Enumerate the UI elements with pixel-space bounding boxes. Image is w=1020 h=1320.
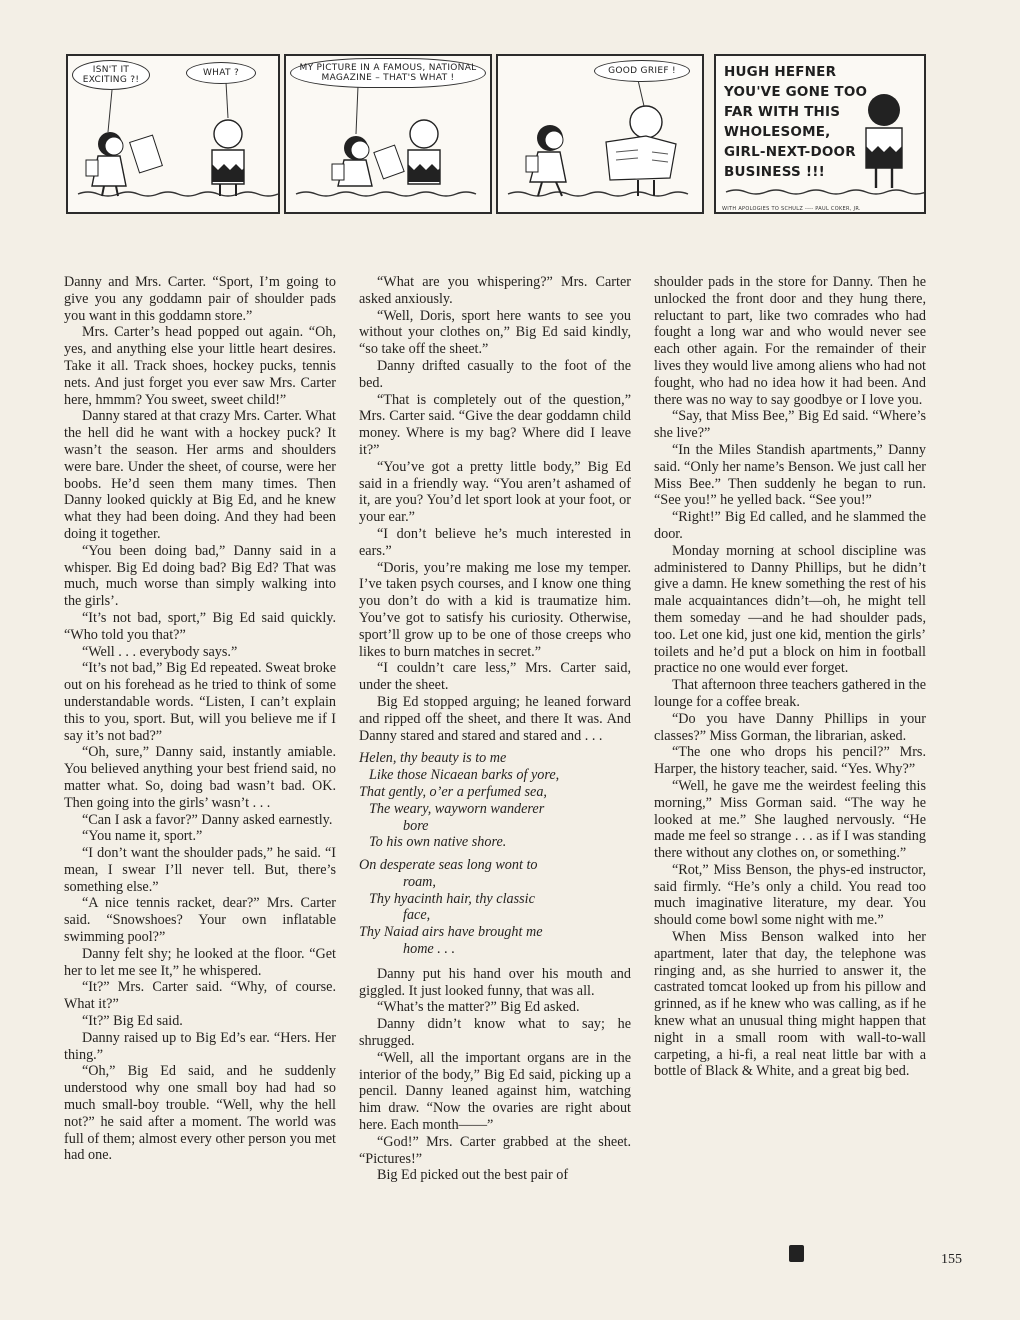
paragraph: “I couldn’t care less,” Mrs. Carter said, under the sheet. <box>359 660 631 694</box>
poem-line: To his own native shore. <box>369 834 507 851</box>
poem-stanza-2 <box>359 857 631 958</box>
paragraph: “The one who drops his pencil?” Mrs. Harper, the history teacher, said. “Yes. Why?” <box>654 744 926 778</box>
paragraph: shoulder pads in the store for Danny. Then he unlocked the front door and they hung there, reluctant to part, like two comrades who had fought a long war and who would never see each other again. For the remainder of their lives they would live among aliens who had not fought, who had no idea how it had been. And there was no way to say goodbye or I love you. <box>654 274 926 408</box>
poem-line: Like those Nicaean barks of yore, <box>369 767 560 784</box>
poem-line: That gently, o’er a perfumed sea, <box>359 783 547 800</box>
text-column-3 <box>654 274 926 1080</box>
speech-bubble-boy: WHAT ? <box>186 62 256 84</box>
comic-panel-1 <box>66 54 280 214</box>
comic-strip <box>66 54 978 216</box>
paragraph: Danny felt shy; he looked at the floor. “Get her to let me see It,” he whispered. <box>64 945 336 979</box>
paragraph: When Miss Benson walked into her apartment, later that day, the telephone was ringing and, as she hurried to answer it, the castrated tomcat looked up from his pillow and grinned, as if he knew who was calling, as if he knew what an unusual thing might happen that night in a small room with wall-to-wall carpeting, a hi-fi, a real neat little bar with a bottle of Black & White, and a great big bed. <box>654 929 926 1080</box>
poem-line: Helen, thy beauty is to me <box>359 750 507 767</box>
paragraph: That afternoon three teachers gathered in the lounge for a coffee break. <box>654 677 926 710</box>
paragraph: “Say, that Miss Bee,” Big Ed said. “Where’s she live?” <box>654 408 926 442</box>
poem-line: home . . . <box>403 941 456 958</box>
poem-line: Thy Naiad airs have brought me <box>359 924 543 941</box>
paragraph: “It’s not bad, sport,” Big Ed said quickly. “Who told you that?” <box>64 609 336 643</box>
speech-bubble-boy: GOOD GRIEF ! <box>594 60 690 82</box>
paragraph: “Oh, sure,” Danny said, instantly amiable. You believed anything your best friend said, no matter what. So, doing bad wasn’t bad. OK. Then going into the girls’ wasn’t . . . <box>64 744 336 811</box>
paragraph: “You’ve got a pretty little body,” Big Ed said in a friendly way. “You aren’t ashamed of it, are you? You’d let sport look at your foot, or your ear.” <box>359 458 631 526</box>
paragraph: “You been doing bad,” Danny said in a whisper. Big Ed doing bad? Big Ed? That was much, much worse than simply walking into the girls’. <box>64 542 336 610</box>
paragraph: “Well, all the important organs are in the interior of the body,” Big Ed said, picking up a pencil. Danny leaned against him, watching him draw. “Now the ovaries are right about here. Each month——” <box>359 1049 631 1134</box>
paragraph: “It?” Mrs. Carter said. “Why, of course. What it?” <box>64 979 336 1013</box>
paragraph: Danny and Mrs. Carter. “Sport, I’m going to give you any goddamn pair of shoulder pads you want in this goddamn store.” <box>64 274 336 324</box>
poem-stanza-1 <box>359 750 631 851</box>
paragraph: Danny drifted casually to the foot of the bed. <box>359 357 631 391</box>
paragraph: Big Ed picked out the best pair of <box>377 1167 569 1184</box>
playboy-bunny-icon <box>789 1245 804 1262</box>
paragraph: “Do you have Danny Phillips in your classes?” Miss Gorman, the librarian, asked. <box>654 710 926 744</box>
paragraph: Danny stared at that crazy Mrs. Carter. What the hell did he want with a hockey puck? It wasn’t the season. Her arms and shoulders were bare. Under the sheet, of course, were her boobs. He’d seen them many times. Then Danny looked quickly at Big Ed, and he knew what they had been doing. And they had been doing it together. <box>64 408 336 542</box>
paragraph: Mrs. Carter’s head popped out again. “Oh, yes, and anything else your little heart desires. Take it all. Track shoes, hockey pucks, tennis nets. And just forget you ever saw Mrs. Carter here, hmmm? You sweet, sweet child!” <box>64 324 336 408</box>
paragraph: “I don’t believe he’s much interested in ears.” <box>359 525 631 559</box>
poem-line: The weary, wayworn wanderer <box>369 800 545 817</box>
paragraph: “God!” Mrs. Carter grabbed at the sheet. “Pictures!” <box>359 1133 631 1167</box>
paragraph: “I don’t want the shoulder pads,” he said. “I mean, I swear I’ll never tell. But, there’s something else.” <box>64 845 336 895</box>
page-number: 155 <box>941 1252 962 1267</box>
paragraph: “That is completely out of the question,” Mrs. Carter said. “Give the dear goddamn child money. Where is my bag? Where did I leave it?” <box>359 391 631 458</box>
paragraph: “Rot,” Miss Benson, the phys-ed instructor, said firmly. “He’s only a child. You read too much imaginative literature, my dear. You should come bowl some night with me.” <box>654 861 926 929</box>
panel-caption: HUGH HEFNER YOU'VE GONE TOO FAR WITH THIS WHOLESOME, GIRL-NEXT-DOOR BUSINESS !!! <box>724 64 868 180</box>
poem-line: face, <box>403 907 431 924</box>
paragraph: Danny raised up to Big Ed’s ear. “Hers. Her thing.” <box>64 1029 336 1063</box>
paragraph: “You name it, sport.” <box>82 828 203 845</box>
artist-credit: WITH APOLOGIES TO SCHULZ ---- PAUL COKER, JR. <box>722 206 861 212</box>
paragraph: “Can I ask a favor?” Danny asked earnestly. <box>82 811 333 828</box>
poem-line: bore <box>403 817 429 834</box>
poem-line: Thy hyacinth hair, thy classic <box>369 890 535 907</box>
paragraph: “It’s not bad,” Big Ed repeated. Sweat broke out on his forehead as he tried to think of some understandable words. “Listen, I can’t explain this to you, sport. But, will you believe me if I say it’s not bad?” <box>64 660 336 744</box>
paragraph: “In the Miles Standish apartments,” Danny said. “Only her name’s Benson. We just call her Miss Bee.” Then suddenly he began to run. “See you!” he yelled back. “See you!” <box>654 441 926 509</box>
poem-line: On desperate seas long wont to <box>359 857 538 874</box>
paragraph: “Well, he gave me the weirdest feeling this morning,” Miss Gorman said. “The way he looked at me.” She laughed nervously. “He made me feel so strange . . . as if I was standing there without any clothes on, or something.” <box>654 777 926 862</box>
paragraph: “It?” Big Ed said. <box>82 1013 183 1030</box>
paragraph: Danny didn’t know what to say; he shrugged. <box>359 1016 631 1050</box>
paragraph: “Well . . . everybody says.” <box>82 643 238 660</box>
comic-panel-2 <box>284 54 492 214</box>
panel-3-drawing <box>498 56 704 214</box>
text-column-2 <box>359 274 631 1184</box>
paragraph: “Right!” Big Ed called, and he slammed the door. <box>654 509 926 542</box>
text-column-1 <box>64 274 336 1164</box>
speech-bubble-girl: ISN'T IT EXCITING ?! <box>72 60 150 90</box>
paragraph: “What’s the matter?” Big Ed asked. <box>377 999 580 1016</box>
paragraph: “What are you whispering?” Mrs. Carter asked anxiously. <box>359 274 631 307</box>
paragraph: “Well, Doris, sport here wants to see you without your clothes on,” Big Ed said kindly, “so take off the sheet.” <box>359 307 631 358</box>
poem <box>359 750 631 958</box>
paragraph: Monday morning at school discipline was administered to Danny Phillips, but he didn’t give a damn. He knew something the rest of his male acquaintances didn’t—oh, he might tell them someday —and he had shoulder pads, too. Let one kid, just one kid, mention the girls’ toilets and he’d put a block on him in football practice no one would ever forget. <box>654 542 926 677</box>
comic-panel-3 <box>496 54 704 214</box>
paragraph: “Doris, you’re making me lose my temper. I’ve taken psych courses, and I know one thing you don’t do with a kid is traumatize him. You’ve got to satisfy his curiosity. Otherwise, sport’ll grow up to be one of those creeps who likes to burn matches in secret.” <box>359 559 631 660</box>
speech-bubble-girl: MY PICTURE IN A FAMOUS, NATIONAL MAGAZINE – THAT'S WHAT ! <box>290 58 486 88</box>
comic-panel-4 <box>714 54 926 214</box>
poem-line: roam, <box>403 873 436 890</box>
paragraph: “Oh,” Big Ed said, and he suddenly understood why one small boy had had so much small-boy trouble. “Well, why the hell not?” he said after a moment. The world was full of them; almost every other person you met had one. <box>64 1063 336 1164</box>
paragraph: “A nice tennis racket, dear?” Mrs. Carter said. “Snowshoes? Your own inflatable swimming pool?” <box>64 895 336 946</box>
paragraph: Danny put his hand over his mouth and giggled. It just looked funny, that was all. <box>359 965 631 999</box>
paragraph: Big Ed stopped arguing; he leaned forward and ripped off the sheet, and there It was. And Danny stared and stared and stared and . . . <box>359 693 631 744</box>
